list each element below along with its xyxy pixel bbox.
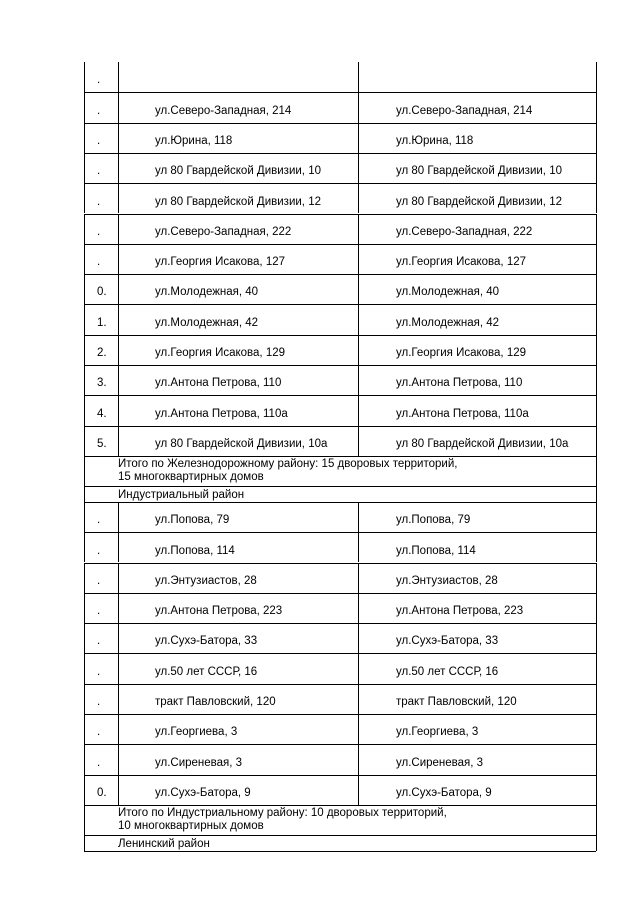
cell-border xyxy=(596,153,597,183)
cell-border xyxy=(358,623,359,653)
row-separator xyxy=(84,244,596,245)
cell-border xyxy=(596,502,597,532)
district-heading: Ленинский район xyxy=(118,837,210,850)
row-number: . xyxy=(97,514,101,527)
row-number: 5. xyxy=(97,437,107,450)
cell-border xyxy=(358,684,359,714)
cell-border xyxy=(358,532,359,562)
cell-border xyxy=(84,426,85,456)
cell-border xyxy=(358,563,359,593)
address-cell: ул.Георгия Исакова, 129 xyxy=(396,347,527,359)
cell-border xyxy=(118,426,119,456)
row-separator xyxy=(84,653,596,654)
address-cell: ул 80 Гвардейской Дивизии, 10 xyxy=(396,165,562,178)
address-cell: ул.Антона Петрова, 110а xyxy=(396,407,529,420)
row-number: . xyxy=(97,635,101,648)
cell-border xyxy=(358,123,359,153)
row-separator xyxy=(84,714,596,715)
address-cell: ул.Энтузиастов, 28 xyxy=(396,574,498,587)
cell-border xyxy=(358,653,359,683)
cell-border xyxy=(358,335,359,365)
cell-border xyxy=(596,365,597,395)
row-number: . xyxy=(97,74,101,87)
cell-border xyxy=(118,335,119,365)
cell-border xyxy=(84,593,85,623)
address-cell: ул.Юрина, 118 xyxy=(396,134,474,147)
address-cell: ул.Молодежная, 40 xyxy=(396,286,500,299)
row-number: . xyxy=(97,104,101,117)
row-separator xyxy=(84,395,596,396)
address-cell: ул 80 Гвардейской Дивизии, 12 xyxy=(155,195,321,208)
cell-border xyxy=(84,532,85,562)
address-cell: ул.Сухэ-Батора, 9 xyxy=(155,786,251,799)
row-number: 0. xyxy=(97,286,107,299)
row-separator xyxy=(84,744,596,745)
row-separator xyxy=(84,92,596,93)
cell-border xyxy=(358,714,359,744)
cell-border xyxy=(358,744,359,774)
district-summary-line: Итого по Железнодорожному району: 15 дворовых территорий, xyxy=(118,457,458,470)
cell-border xyxy=(596,395,597,425)
district-summary-line: 15 многоквартирных домов xyxy=(118,470,264,483)
row-number: . xyxy=(97,195,101,208)
address-cell: ул.Сиреневая, 3 xyxy=(396,756,484,769)
cell-border xyxy=(596,274,597,304)
row-number: 2. xyxy=(97,347,107,359)
cell-border xyxy=(84,183,85,213)
address-cell: ул.Северо-Западная, 214 xyxy=(396,104,533,117)
cell-border xyxy=(118,532,119,562)
cell-border xyxy=(84,214,85,244)
cell-border xyxy=(596,123,597,153)
row-number: 0. xyxy=(97,786,107,799)
cell-border xyxy=(84,456,85,502)
address-cell: ул.Попова, 114 xyxy=(155,544,235,557)
cell-border xyxy=(84,62,85,92)
cell-border xyxy=(596,714,597,744)
row-separator xyxy=(84,684,596,685)
address-cell: ул.Сухэ-Батора, 33 xyxy=(396,635,499,648)
address-cell: ул.Сиреневая, 3 xyxy=(155,756,243,769)
address-cell: ул.Попова, 79 xyxy=(155,514,230,527)
cell-border xyxy=(118,593,119,623)
cell-border xyxy=(118,775,119,805)
address-cell: ул 80 Гвардейской Дивизии, 10а xyxy=(155,437,328,450)
cell-border xyxy=(118,563,119,593)
row-separator xyxy=(84,456,596,457)
row-separator xyxy=(84,123,596,124)
address-cell: ул.50 лет СССР, 16 xyxy=(396,665,499,678)
cell-border xyxy=(84,775,85,805)
cell-border xyxy=(118,244,119,274)
row-separator xyxy=(84,183,596,184)
cell-border xyxy=(358,274,359,304)
cell-border xyxy=(596,335,597,365)
address-cell: ул 80 Гвардейской Дивизии, 10а xyxy=(396,437,569,450)
cell-border xyxy=(358,365,359,395)
cell-border xyxy=(596,653,597,683)
district-summary-line: Итого по Индустриальному району: 10 дворовых территорий, xyxy=(118,806,447,819)
cell-border xyxy=(84,244,85,274)
cell-border xyxy=(84,623,85,653)
cell-border xyxy=(84,684,85,714)
row-separator xyxy=(84,623,596,624)
address-cell: ул.Юрина, 118 xyxy=(155,134,233,147)
summary-separator xyxy=(84,835,596,836)
cell-border xyxy=(118,62,119,92)
cell-border xyxy=(84,365,85,395)
cell-border xyxy=(358,153,359,183)
cell-border xyxy=(596,775,597,805)
address-cell: ул.Георгиева, 3 xyxy=(155,726,238,739)
cell-border xyxy=(84,805,85,851)
cell-border xyxy=(358,593,359,623)
cell-border xyxy=(358,304,359,334)
cell-border xyxy=(358,214,359,244)
cell-border xyxy=(358,183,359,213)
cell-border xyxy=(358,92,359,122)
row-number: 1. xyxy=(97,316,107,329)
cell-border xyxy=(118,714,119,744)
address-cell: ул 80 Гвардейской Дивизии, 10 xyxy=(155,165,321,178)
row-number: . xyxy=(97,665,101,678)
row-number: . xyxy=(97,756,101,769)
cell-border xyxy=(118,153,119,183)
address-cell: ул 80 Гвардейской Дивизии, 12 xyxy=(396,195,562,208)
cell-border xyxy=(596,532,597,562)
cell-border xyxy=(84,744,85,774)
address-cell: ул.Сухэ-Батора, 9 xyxy=(396,786,492,799)
row-separator xyxy=(84,304,596,305)
cell-border xyxy=(596,304,597,334)
address-cell: тракт Павловский, 120 xyxy=(155,696,276,708)
cell-border xyxy=(596,62,597,92)
row-number: . xyxy=(97,544,101,557)
address-cell: ул.Энтузиастов, 28 xyxy=(155,574,257,587)
cell-border xyxy=(596,684,597,714)
address-cell: ул.Антона Петрова, 223 xyxy=(396,605,524,618)
cell-border xyxy=(596,744,597,774)
row-separator xyxy=(84,274,596,275)
row-separator xyxy=(84,532,596,533)
cell-border xyxy=(596,426,597,456)
row-separator xyxy=(84,365,596,366)
cell-border xyxy=(118,365,119,395)
cell-border xyxy=(596,183,597,213)
address-cell: ул.Георгиева, 3 xyxy=(396,726,479,739)
cell-border xyxy=(358,502,359,532)
row-separator xyxy=(84,153,596,154)
cell-border xyxy=(358,426,359,456)
row-number: . xyxy=(97,225,101,238)
cell-border xyxy=(596,593,597,623)
row-number: . xyxy=(97,696,101,708)
address-cell: ул.50 лет СССР, 16 xyxy=(155,665,258,678)
row-number: . xyxy=(97,165,101,178)
row-separator xyxy=(84,563,596,564)
cell-border xyxy=(596,214,597,244)
cell-border xyxy=(118,684,119,714)
district-separator xyxy=(84,502,596,503)
row-separator xyxy=(84,426,596,427)
district-summary-line: 10 многоквартирных домов xyxy=(118,819,264,832)
cell-border xyxy=(118,502,119,532)
cell-border xyxy=(596,563,597,593)
row-separator xyxy=(84,805,596,806)
summary-separator xyxy=(84,486,596,487)
cell-border xyxy=(84,502,85,532)
cell-border xyxy=(118,653,119,683)
row-number: 3. xyxy=(97,377,107,390)
address-cell: ул.Молодежная, 42 xyxy=(155,316,259,329)
cell-border xyxy=(118,183,119,213)
cell-border xyxy=(84,153,85,183)
row-number: . xyxy=(97,256,101,269)
cell-border xyxy=(118,744,119,774)
address-cell: ул.Антона Петрова, 110а xyxy=(155,407,288,420)
address-cell: ул.Антона Петрова, 110 xyxy=(155,377,282,390)
cell-border xyxy=(596,623,597,653)
cell-border xyxy=(118,274,119,304)
address-cell: тракт Павловский, 120 xyxy=(396,696,517,708)
cell-border xyxy=(84,563,85,593)
address-cell: ул.Георгия Исакова, 127 xyxy=(396,256,527,269)
address-cell: ул.Антона Петрова, 223 xyxy=(155,605,283,618)
cell-border xyxy=(84,714,85,744)
cell-border xyxy=(118,123,119,153)
row-number: 4. xyxy=(97,407,107,420)
cell-border xyxy=(118,92,119,122)
cell-border xyxy=(84,395,85,425)
address-cell: ул.Молодежная, 40 xyxy=(155,286,259,299)
address-cell: ул.Антона Петрова, 110 xyxy=(396,377,523,390)
address-cell: ул.Попова, 79 xyxy=(396,514,471,527)
row-number: . xyxy=(97,574,101,587)
row-separator xyxy=(84,775,596,776)
cell-border xyxy=(118,214,119,244)
cell-border xyxy=(84,653,85,683)
district-separator xyxy=(84,851,596,852)
address-cell: ул.Георгия Исакова, 129 xyxy=(155,347,286,359)
row-number: . xyxy=(97,605,101,618)
row-number: . xyxy=(97,134,101,147)
address-cell: ул.Северо-Западная, 214 xyxy=(155,104,292,117)
cell-border xyxy=(118,304,119,334)
address-cell: ул.Попова, 114 xyxy=(396,544,476,557)
cell-border xyxy=(596,92,597,122)
cell-border xyxy=(84,123,85,153)
cell-border xyxy=(358,244,359,274)
cell-border xyxy=(118,395,119,425)
address-cell: ул.Молодежная, 42 xyxy=(396,316,500,329)
address-cell: ул.Северо-Западная, 222 xyxy=(155,225,292,238)
address-cell: ул.Георгия Исакова, 127 xyxy=(155,256,286,269)
cell-border xyxy=(596,244,597,274)
cell-border xyxy=(84,274,85,304)
row-separator xyxy=(84,335,596,336)
cell-border xyxy=(358,62,359,92)
cell-border xyxy=(358,395,359,425)
cell-border xyxy=(596,805,597,851)
cell-border xyxy=(84,335,85,365)
row-separator xyxy=(84,214,596,215)
district-heading: Индустриальный район xyxy=(118,488,245,501)
cell-border xyxy=(118,623,119,653)
address-cell: ул.Сухэ-Батора, 33 xyxy=(155,635,258,648)
cell-border xyxy=(358,775,359,805)
row-number: . xyxy=(97,726,101,739)
cell-border xyxy=(84,92,85,122)
cell-border xyxy=(596,456,597,502)
cell-border xyxy=(84,304,85,334)
row-separator xyxy=(84,593,596,594)
address-cell: ул.Северо-Западная, 222 xyxy=(396,225,533,238)
